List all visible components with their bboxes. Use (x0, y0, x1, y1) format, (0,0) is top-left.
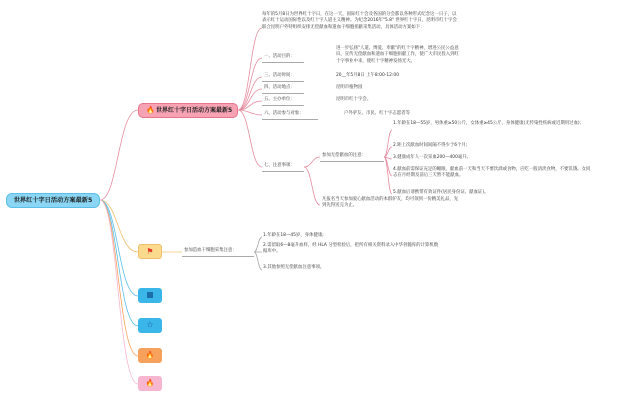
underline (262, 171, 304, 172)
square-icon (147, 292, 153, 298)
root-label: 世界红十字日活动方案最新5 (13, 197, 93, 204)
notes-item: 5.献血后请携带有效证件(居民身份证、献血证)。 (393, 190, 489, 195)
connector-b2-i1 (254, 237, 262, 252)
flame-node[interactable] (138, 348, 162, 363)
notes-item: 3.健康成年人一次采血200—400毫升。 (393, 155, 472, 160)
notes-item: 1.年龄在18—55岁，男体重≥50公斤，女体重≥45公斤，身体健康(无传染性疾病或近期用过血)； (393, 121, 584, 126)
flame-icon: 🔥 (145, 351, 155, 359)
intro-text: 每年的5月8日为世界红十字日，在这一天，国际红十会及各国的分会都以各种形式纪念这一日子，以表示红十运动国际性以及红十字人道主义精神。为纪念2016年"5.8" 世界红十字日，昆明市红十字会联合昆明户外特组织安排无偿献血和遗血干细胞捐献采集活动，具体活动方案如下： (262, 12, 457, 30)
section-text-time: 20__年5月8日 上午8:00-12:00 (336, 73, 400, 78)
main-label: 世界红十字日活动方案最新5 (156, 107, 233, 114)
underline (182, 256, 254, 257)
notes-item: 2.距上次献血时间间隔不得少于6个月; (393, 143, 468, 148)
connector-root-flame1 (100, 200, 138, 356)
section-label-purpose: 一、活动目的： (264, 54, 295, 59)
section-text-place: 昆明市植物园 (336, 85, 363, 90)
star-node[interactable] (138, 318, 162, 333)
stem-cell-item: 2.需留取6—8毫升血样，经 HLA 分型检验后，把所有相关资料录入中华骨髓库的计算机数据库中。 (263, 243, 439, 255)
flame-icon: 🔥 (146, 106, 155, 114)
main-node[interactable] (138, 103, 238, 118)
connector-root-star (100, 200, 138, 326)
underline (262, 105, 304, 106)
section-label-notes: 七、注意事项： (264, 163, 295, 168)
flag-node[interactable] (138, 244, 162, 259)
section-text-audience: 户外驴友、市民、红十字志愿者等 (344, 111, 410, 116)
stem-cell-notes-label: 参加造血干细胞采集注意： (184, 248, 237, 253)
underline (262, 62, 304, 63)
connector-main-s1 (238, 58, 262, 110)
blood-donation-notes-label: 参加无偿献血的注意： (322, 153, 366, 158)
flame-node-pink[interactable] (138, 376, 162, 391)
section-text-host: 昆明市红十字会。 (336, 97, 372, 102)
underline (262, 93, 304, 94)
root-node[interactable] (6, 193, 100, 208)
section-text-purpose: 进一步弘扬"人道、博爱、奉献"的红十字精神，增进公民公益意识，宣传无偿献血和遗血干细胞捐献工作，使广大市民投入到红十字事业中来，使红十字精神发扬光大。 (336, 46, 459, 64)
section-label-audience: 六、活动参与对象： (264, 111, 304, 116)
underline (262, 119, 318, 120)
section-label-host: 五、主办单位： (264, 97, 295, 102)
connector-main-intro (238, 28, 262, 110)
section-label-place: 四、活动地点： (264, 85, 295, 90)
stem-cell-item: 1.年龄在18—45岁，身体健康; (263, 233, 324, 238)
connector-main-s7 (238, 110, 262, 167)
underline (262, 81, 304, 82)
stem-cell-item: 3.其他参照无偿献血注意事项。 (263, 265, 325, 270)
notes-item: 4.献血前需保证充足的睡眠，献血前一天和当天不要饮酒或食物，应吃一般清淡食物，不要饥饿。女同志在月经期及前后三天暂不能献血。 (393, 167, 591, 179)
section-label-time: 三、活动时间： (264, 73, 295, 78)
flag-icon: ⚑ (146, 247, 154, 256)
gift-note: 凡报名当天参加爱心献血活动的本群驴友，均可领到一份精美礼品，先到先得送完为止。 (322, 197, 459, 209)
connector-root-main (100, 110, 138, 200)
flame-icon: 🔥 (145, 379, 155, 387)
star-icon: ☆ (146, 320, 154, 329)
connector-s7-note (304, 167, 320, 205)
square-node[interactable] (138, 288, 162, 303)
connector-s7-sub (304, 157, 320, 167)
underline (320, 161, 384, 162)
connector-b2-i3 (254, 252, 262, 270)
